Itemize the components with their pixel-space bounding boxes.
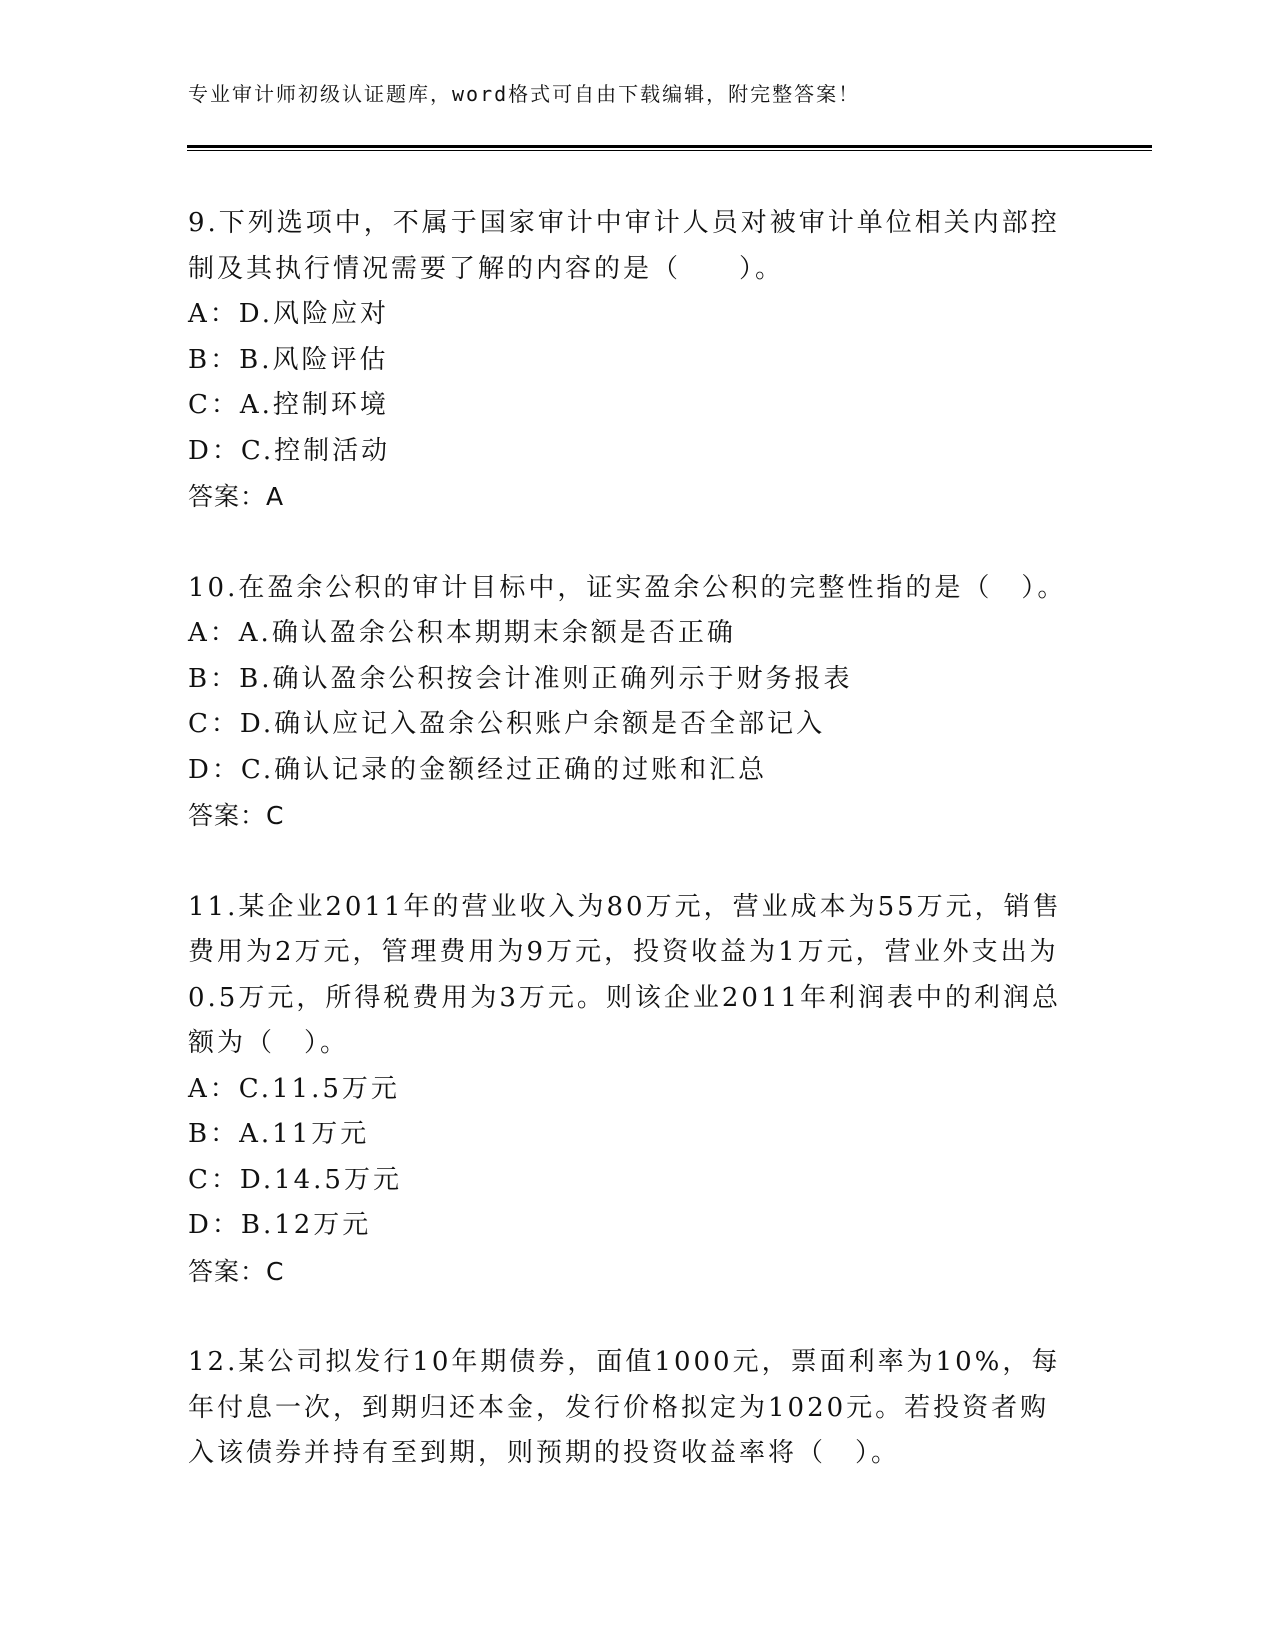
answer: 答案：C [188, 1256, 285, 1286]
question-12 [188, 1340, 1078, 1477]
option-c: C：D.确认应记入盈余公积账户余额是否全部记入 [188, 709, 826, 739]
question-stem: 9.下列选项中，不属于国家审计中审计人员对被审计单位相关内部控制及其执行情况需要了解的内容的是（ ）。 [188, 208, 1060, 284]
page-header: 专业审计师初级认证题库，word格式可自由下载编辑，附完整答案！ [188, 82, 861, 106]
question-10 [188, 566, 1078, 839]
option-c: C：D.14.5万元 [188, 1164, 402, 1195]
option-c: C：A.控制环境 [188, 390, 389, 420]
option-a: A：C.11.5万元 [188, 1073, 400, 1104]
header-rule-thin [187, 150, 1152, 151]
option-a: A：D.风险应对 [188, 299, 389, 329]
question-stem: 11.某企业2011年的营业收入为80万元，营业成本为55万元，销售费用为2万元，管理费用为9万元，投资收益为1万元，营业外支出为0.5万元，所得税费用为3万元。则该企业2011年利润表中的利润总额为（ ）。 [188, 891, 1062, 1058]
answer: 答案：A [188, 482, 285, 511]
option-b: B：B.风险评估 [188, 344, 389, 375]
question-11 [188, 885, 1078, 1295]
question-stem: 10.在盈余公积的审计目标中，证实盈余公积的完整性指的是（ ）。 [188, 572, 1067, 603]
question-list [188, 201, 1078, 1523]
option-d: D：B.12万元 [188, 1210, 372, 1240]
question-stem: 12.某公司拟发行10年期债券，面值1000元，票面利率为10%，每年付息一次，到期归还本金，发行价格拟定为1020元。若投资者购入该债券并持有至到期，则预期的投资收益率将（ ）。 [188, 1347, 1061, 1468]
header-rule-thick [187, 145, 1152, 148]
question-9 [188, 201, 1078, 520]
option-a: A：A.确认盈余公积本期期末余额是否正确 [188, 618, 736, 648]
option-b: B：B.确认盈余公积按会计准则正确列示于财务报表 [188, 663, 853, 694]
option-b: B：A.11万元 [188, 1119, 370, 1149]
option-d: D：C.确认记录的金额经过正确的过账和汇总 [188, 754, 768, 785]
answer: 答案：C [188, 801, 285, 830]
option-d: D：C.控制活动 [188, 435, 391, 466]
